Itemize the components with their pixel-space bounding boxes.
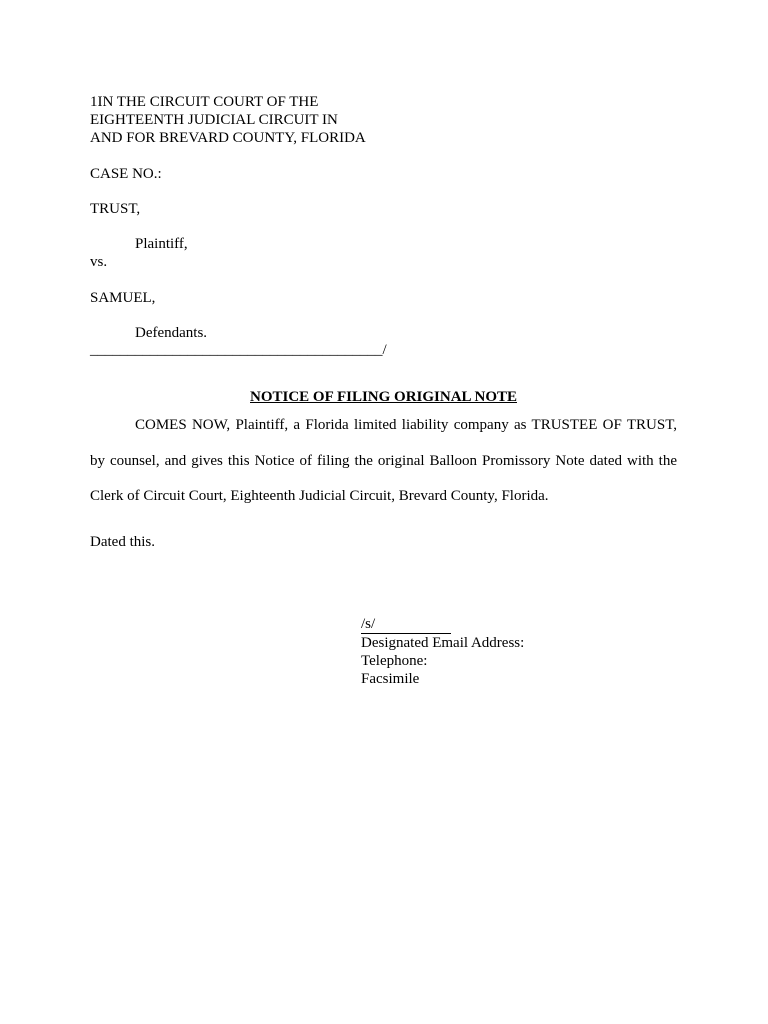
plaintiff-name: TRUST,	[90, 201, 141, 217]
case-number: CASE NO.:	[90, 166, 162, 182]
notice-body-line-2: by counsel, and gives this Notice of filing the original Balloon Promissory Note dated with the	[90, 453, 677, 469]
signature-block	[361, 615, 524, 688]
court-heading-line-2: EIGHTEENTH JUDICIAL CIRCUIT IN	[90, 112, 338, 128]
court-heading-line-1: 1IN THE CIRCUIT COURT OF THE	[90, 94, 319, 110]
notice-body-line-1: COMES NOW, Plaintiff, a Florida limited liability company as TRUSTEE OF TRUST,	[135, 417, 677, 433]
defendant-name: SAMUEL,	[90, 290, 156, 306]
facsimile-label: Facsimile	[361, 671, 420, 687]
email-label: Designated Email Address:	[361, 635, 525, 651]
signature-line: /s/	[361, 615, 451, 634]
notice-title: NOTICE OF FILING ORIGINAL NOTE	[250, 389, 517, 405]
notice-body-line-3: Clerk of Circuit Court, Eighteenth Judicial Circuit, Brevard County, Florida.	[90, 488, 549, 504]
versus: vs.	[90, 254, 108, 270]
dated-line: Dated this.	[90, 534, 155, 550]
court-heading-line-3: AND FOR BREVARD COUNTY, FLORIDA	[90, 130, 366, 146]
defendant-role: Defendants.	[135, 325, 208, 341]
telephone-label: Telephone:	[361, 653, 428, 669]
caption-separator: _______________________________________/	[90, 342, 387, 358]
plaintiff-role: Plaintiff,	[135, 236, 188, 252]
